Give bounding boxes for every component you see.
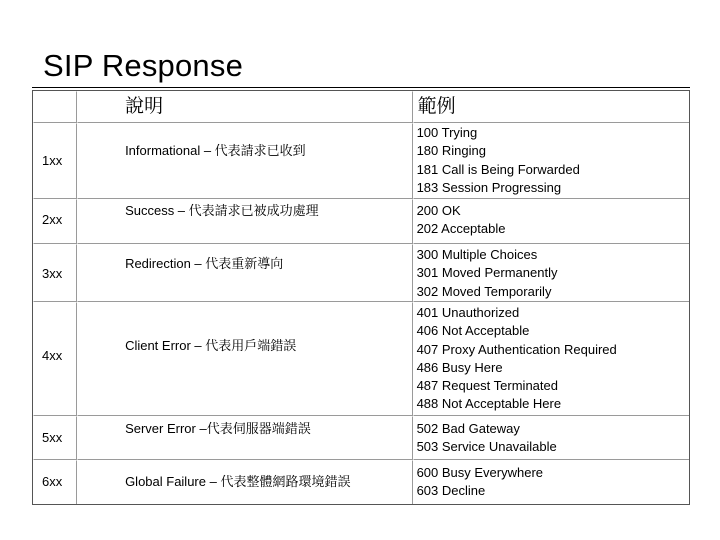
example-line: 600 Busy Everywhere bbox=[416, 465, 544, 480]
example-line: 300 Multiple Choices bbox=[416, 247, 538, 262]
description-cell bbox=[77, 123, 413, 199]
example-line: 100 Trying bbox=[416, 125, 478, 140]
response-class-code: 5xx bbox=[42, 430, 63, 445]
table-row bbox=[33, 123, 689, 199]
example-line: 502 Bad Gateway bbox=[416, 421, 520, 436]
code-cell bbox=[33, 244, 77, 302]
examples-cell bbox=[413, 244, 689, 302]
example-line: 487 Request Terminated bbox=[416, 378, 558, 394]
table-row bbox=[33, 199, 689, 244]
description-cell bbox=[77, 416, 413, 460]
response-class-description: Server Error –代表伺服器端錯誤 bbox=[125, 421, 311, 436]
example-line: 406 Not Acceptable bbox=[416, 323, 530, 339]
examples-cell bbox=[413, 460, 689, 504]
example-line: 407 Proxy Authentication Required bbox=[416, 341, 617, 357]
response-class-description: Client Error – 代表用戶端錯誤 bbox=[125, 338, 297, 353]
header-examples-cell bbox=[413, 91, 689, 123]
example-line: 503 Service Unavailable bbox=[416, 439, 557, 455]
example-line: 486 Busy Here bbox=[416, 359, 503, 375]
example-line: 401 Unauthorized bbox=[416, 305, 520, 320]
header-description-cell bbox=[77, 91, 413, 123]
description-cell bbox=[77, 460, 413, 504]
response-class-code: 2xx bbox=[42, 212, 63, 227]
table-row bbox=[33, 416, 689, 460]
table-row bbox=[33, 460, 689, 504]
description-cell bbox=[77, 302, 413, 416]
examples-cell bbox=[413, 123, 689, 199]
title-divider bbox=[32, 87, 690, 88]
example-line: 302 Moved Temporarily bbox=[416, 283, 552, 299]
header-examples-label: 範例 bbox=[417, 95, 456, 117]
response-class-description: Global Failure – 代表整體網路環境錯誤 bbox=[125, 474, 351, 489]
code-cell bbox=[33, 460, 77, 504]
example-line: 301 Moved Permanently bbox=[416, 265, 558, 281]
response-class-description: Redirection – 代表重新導向 bbox=[125, 256, 284, 271]
table-row bbox=[33, 244, 689, 302]
example-line: 183 Session Progressing bbox=[416, 179, 562, 195]
examples-cell bbox=[413, 302, 689, 416]
page-title: SIP Response bbox=[43, 48, 244, 83]
response-class-code: 1xx bbox=[42, 153, 63, 168]
table-header-row bbox=[33, 91, 689, 123]
example-line: 181 Call is Being Forwarded bbox=[416, 161, 580, 177]
table-row bbox=[33, 302, 689, 416]
examples-cell bbox=[413, 416, 689, 460]
example-line: 603 Decline bbox=[416, 483, 486, 499]
response-class-code: 6xx bbox=[42, 474, 63, 489]
response-class-description: Success – 代表請求已被成功處理 bbox=[125, 203, 319, 218]
code-cell bbox=[33, 199, 77, 244]
header-description-label: 說明 bbox=[125, 95, 164, 117]
code-cell bbox=[33, 302, 77, 416]
description-cell bbox=[77, 244, 413, 302]
example-line: 202 Acceptable bbox=[416, 221, 506, 237]
code-cell bbox=[33, 416, 77, 460]
sip-response-table bbox=[32, 90, 690, 505]
response-class-description: Informational – 代表請求已收到 bbox=[125, 143, 306, 158]
examples-cell bbox=[413, 199, 689, 244]
example-line: 180 Ringing bbox=[416, 143, 486, 159]
header-code-cell bbox=[33, 91, 77, 123]
description-cell bbox=[77, 199, 413, 244]
code-cell bbox=[33, 123, 77, 199]
response-class-code: 3xx bbox=[42, 266, 63, 281]
example-line: 488 Not Acceptable Here bbox=[416, 396, 562, 412]
response-class-code: 4xx bbox=[42, 348, 63, 363]
example-line: 200 OK bbox=[416, 203, 461, 218]
